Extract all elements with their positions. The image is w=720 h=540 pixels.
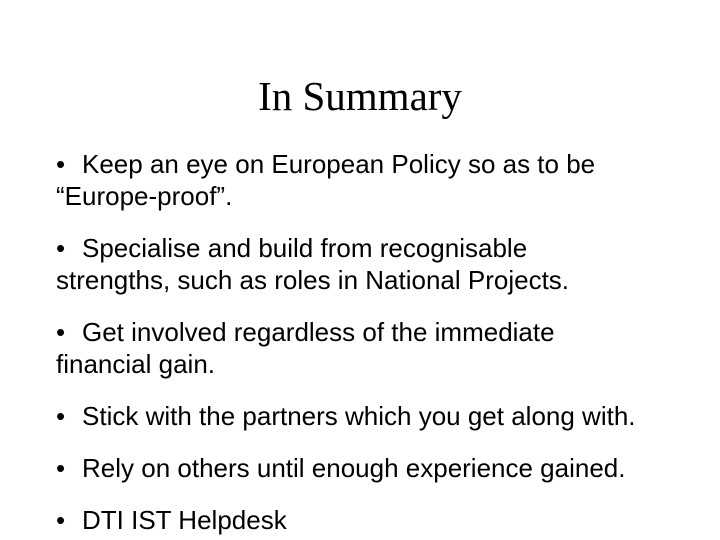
bullet-glyph: •: [56, 453, 66, 483]
bullet-item-4: [56, 400, 706, 432]
bullet-glyph: •: [56, 149, 66, 179]
slide-title: In Summary: [258, 73, 462, 119]
bullet-item-6: [56, 504, 706, 536]
bullet-text: Specialise and build from recognisable strengths, such as roles in National Projects.: [56, 233, 570, 295]
bullet-item-3: [56, 316, 706, 380]
bullet-glyph: •: [56, 505, 66, 535]
bullet-list: [56, 148, 706, 536]
bullet-glyph: •: [56, 401, 66, 431]
bullet-text: Rely on others until enough experience gained.: [82, 453, 626, 483]
bullet-glyph: •: [56, 317, 66, 347]
bullet-item-2: [56, 232, 706, 296]
bullet-text: DTI IST Helpdesk: [82, 505, 287, 535]
bullet-item-5: [56, 452, 706, 484]
bullet-item-1: [56, 148, 706, 212]
bullet-text: Stick with the partners which you get along with.: [82, 401, 636, 431]
bullet-text: Keep an eye on European Policy so as to be “Europe-proof”.: [56, 149, 596, 211]
bullet-glyph: •: [56, 233, 66, 263]
bullet-text: Get involved regardless of the immediate financial gain.: [56, 317, 555, 379]
